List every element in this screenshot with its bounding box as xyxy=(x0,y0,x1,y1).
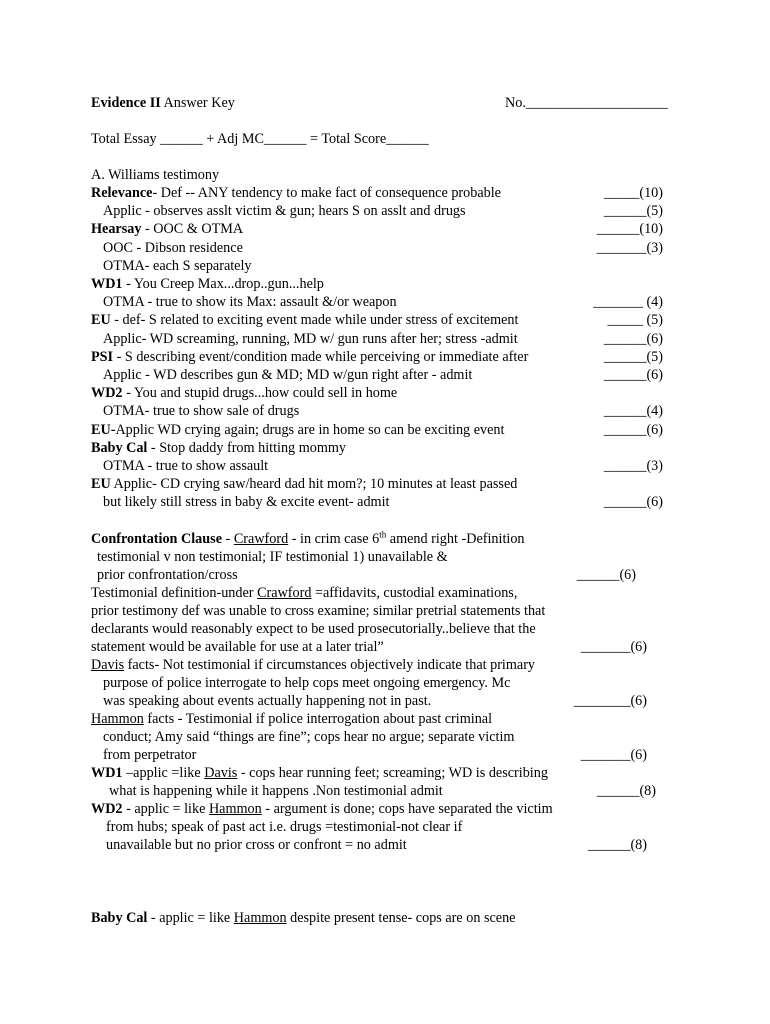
topic-label: WD1 xyxy=(91,276,123,292)
section-a-line xyxy=(91,257,691,275)
wd2-applic-line-3 xyxy=(91,836,691,854)
topic-label: PSI xyxy=(91,349,114,365)
hammon-line-3 xyxy=(91,746,691,764)
baby-cal-applic-line xyxy=(91,909,691,927)
davis-line-3 xyxy=(91,692,691,710)
wd2-pre: - applic = like xyxy=(122,801,209,817)
line-body: OTMA- each S separately xyxy=(103,258,252,274)
def-line2: prior testimony def was unable to cross examine; similar pretrial statements that xyxy=(91,603,546,619)
line-body: - You Creep Max...drop..gun...help xyxy=(122,276,324,292)
conf-sep: - xyxy=(222,531,234,547)
topic-label: WD2 xyxy=(91,385,123,401)
conf-line2: testimonial v non testimonial; IF testimonial 1) unavailable & xyxy=(97,549,448,565)
line-body: - Stop daddy from hitting mommy xyxy=(147,440,346,456)
line-text xyxy=(103,402,299,420)
confrontation-line-2 xyxy=(91,548,691,566)
score-blank: ______(6) xyxy=(603,331,663,347)
line-body: - def- S related to exciting event made while under stress of excitement xyxy=(110,312,519,328)
wd1-rest: - cops hear running feet; screaming; WD is describing xyxy=(237,765,548,781)
line-body: Applic WD crying again; drugs are in home so can be exciting event xyxy=(115,422,505,438)
line-text xyxy=(91,348,528,366)
davis-text: facts- Not testimonial if circumstances objectively indicate that primary xyxy=(124,657,536,673)
score-blank: ______(6) xyxy=(603,367,663,383)
testimonial-def-2 xyxy=(91,602,691,620)
line-body: OOC - Dibson residence xyxy=(103,240,243,256)
line-text xyxy=(91,184,501,202)
topic-label: EU xyxy=(91,312,111,328)
line-body: Applic- WD screaming, running, MD w/ gun runs after her; stress -admit xyxy=(103,331,518,347)
wd1-applic-line-2 xyxy=(91,782,691,800)
davis-line3: was speaking about events actually happening not in past. xyxy=(103,693,432,709)
line-body: - Def -- ANY tendency to make fact of consequence probable xyxy=(152,185,501,201)
document-title xyxy=(91,94,691,112)
score-blank: _______(6) xyxy=(580,639,647,655)
wd2-rest: - argument is done; cops have separated the victim xyxy=(261,801,553,817)
wd2-line2: from hubs; speak of past act i.e. drugs =testimonial-not clear if xyxy=(106,819,463,835)
section-a-line xyxy=(91,239,691,257)
line-body: Applic- CD crying saw/heard dad hit mom?; 10 minutes at least passed xyxy=(110,476,518,492)
line-body: Applic - observes asslt victim & gun; hears S on asslt and drugs xyxy=(103,203,466,219)
case-davis: Davis xyxy=(204,765,238,781)
line-text xyxy=(91,421,504,439)
line-body: - You and stupid drugs...how could sell in home xyxy=(122,385,398,401)
line-text xyxy=(91,311,518,329)
line-text xyxy=(91,475,517,493)
case-crawford: Crawford xyxy=(233,531,289,547)
hammon-line-2 xyxy=(91,728,691,746)
score-blank: _______(6) xyxy=(580,747,647,763)
hammon-text: facts - Testimonial if police interrogation about past criminal xyxy=(143,711,493,727)
line-text xyxy=(103,457,268,475)
baby-pre: - applic = like xyxy=(147,910,234,926)
wd2-label: WD2 xyxy=(91,801,123,817)
hammon-line2: conduct; Amy said “things are fine”; cops hear no argue; separate victim xyxy=(103,729,515,745)
score-totals-line xyxy=(91,130,691,148)
hammon-line3: from perpetrator xyxy=(103,747,197,763)
line-text xyxy=(103,239,243,257)
line-text xyxy=(103,493,389,511)
wd2-applic-line-2 xyxy=(91,818,691,836)
score-blank: _______(3) xyxy=(596,240,663,256)
testimonial-def-4 xyxy=(91,638,691,656)
section-a-line xyxy=(91,275,691,293)
topic-label: EU- xyxy=(91,422,116,438)
score-blank: ______(6) xyxy=(603,422,663,438)
score-blank: ______(5) xyxy=(603,349,663,365)
wd1-label: WD1 xyxy=(91,765,123,781)
line-text xyxy=(91,384,397,402)
score-blank: ______(6) xyxy=(576,567,636,583)
section-a-line xyxy=(91,202,691,220)
line-text xyxy=(91,439,346,457)
baby-cal-label: Baby Cal xyxy=(91,910,148,926)
def-pre: Testimonial definition-under xyxy=(91,585,258,601)
section-a-line xyxy=(91,220,691,238)
wd1-line2: what is happening while it happens .Non testimonial admit xyxy=(109,783,443,799)
title-bold: Evidence II xyxy=(91,95,161,111)
def-rest: =affidavits, custodial examinations, xyxy=(311,585,518,601)
line-text xyxy=(91,275,324,293)
section-a-line xyxy=(91,493,691,511)
line-body: OTMA- true to show sale of drugs xyxy=(103,403,300,419)
hammon-line-1 xyxy=(91,710,691,728)
davis-line-1 xyxy=(91,656,691,674)
section-a-line xyxy=(91,311,691,329)
section-a-line xyxy=(91,330,691,348)
def-line4: statement would be available for use at a later trial” xyxy=(91,639,384,655)
confrontation-line-1 xyxy=(91,530,691,548)
score-blank: ______(4) xyxy=(603,403,663,419)
davis-line-2 xyxy=(91,674,691,692)
score-blank: _____ (5) xyxy=(607,312,663,328)
section-a-line xyxy=(91,293,691,311)
section-a-line xyxy=(91,348,691,366)
exam-number-field: No.____________________ xyxy=(505,95,668,111)
line-body: OTMA - true to show assault xyxy=(103,458,269,474)
case-crawford: Crawford xyxy=(257,585,312,601)
section-a-line xyxy=(91,384,691,402)
case-davis: Davis xyxy=(91,657,125,673)
section-a-line xyxy=(91,457,691,475)
score-blank: ______(5) xyxy=(603,203,663,219)
line-body: OTMA - true to show its Max: assault &/or weapon xyxy=(103,294,397,310)
section-a-line xyxy=(91,402,691,420)
topic-label: EU xyxy=(91,476,111,492)
topic-label: Relevance xyxy=(91,185,153,201)
davis-line2: purpose of police interrogate to help cops meet ongoing emergency. Mc xyxy=(103,675,511,691)
score-blank: ______(8) xyxy=(587,837,647,853)
baby-rest: despite present tense- cops are on scene xyxy=(286,910,516,926)
line-text xyxy=(103,293,397,311)
score-blank: ______(6) xyxy=(603,494,663,510)
line-body: but likely still stress in baby & excite event- admit xyxy=(103,494,390,510)
confrontation-line-3 xyxy=(91,566,691,584)
case-hammon: Hammon xyxy=(233,910,287,926)
section-heading-text: A. Williams testimony xyxy=(91,167,220,183)
section-a-line xyxy=(91,366,691,384)
confrontation-heading: Confrontation Clause xyxy=(91,531,222,547)
score-blank: ________(6) xyxy=(573,693,647,709)
title-rest: Answer Key xyxy=(160,95,235,111)
wd2-line3: unavailable but no prior cross or confront = no admit xyxy=(106,837,407,853)
wd1-pre: –applic =like xyxy=(122,765,205,781)
case-hammon: Hammon xyxy=(91,711,144,727)
conf-text-end: amend right -Definition xyxy=(386,531,525,547)
topic-label: Baby Cal xyxy=(91,440,148,456)
line-text xyxy=(103,330,518,348)
section-a-heading xyxy=(91,166,691,184)
ordinal-sup: th xyxy=(379,529,387,540)
conf-line3: prior confrontation/cross xyxy=(97,567,238,583)
totals-text: Total Essay ______ + Adj MC______ = Total Score______ xyxy=(91,131,429,147)
score-blank: _____(10) xyxy=(603,185,663,201)
line-body: - OOC & OTMA xyxy=(141,221,244,237)
testimonial-def-3 xyxy=(91,620,691,638)
line-text xyxy=(91,220,243,238)
conf-text: - in crim case 6 xyxy=(288,531,380,547)
score-blank: ______(3) xyxy=(603,458,663,474)
case-hammon: Hammon xyxy=(208,801,262,817)
line-text xyxy=(103,366,472,384)
section-a-line xyxy=(91,439,691,457)
def-line3: declarants would reasonably expect to be used prosecutorially..believe that the xyxy=(91,621,536,637)
topic-label: Hearsay xyxy=(91,221,142,237)
line-body: Applic - WD describes gun & MD; MD w/gun right after - admit xyxy=(103,367,473,383)
line-body: - S describing event/condition made while perceiving or immediate after xyxy=(113,349,529,365)
line-text xyxy=(103,202,466,220)
section-a-line xyxy=(91,475,691,493)
score-blank: ______(10) xyxy=(596,221,663,237)
wd1-applic-line-1 xyxy=(91,764,691,782)
testimonial-def-1 xyxy=(91,584,691,602)
section-a-line xyxy=(91,421,691,439)
wd2-applic-line-1 xyxy=(91,800,691,818)
score-blank: _______ (4) xyxy=(593,294,663,310)
section-a-line xyxy=(91,184,691,202)
line-text xyxy=(103,257,252,275)
score-blank: ______(8) xyxy=(596,783,656,799)
